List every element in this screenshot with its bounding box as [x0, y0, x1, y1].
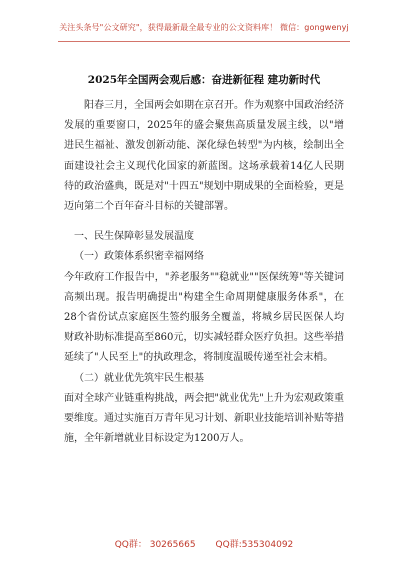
- section-heading: 一、民生保障彰显发展温度: [74, 231, 194, 243]
- subsection-paragraph: 面对全球产业链重构挑战，两会把"就业优先"上升为宏观政策重要维度。通过实施百万青年见习计划、新职业技能培训补贴等措施，全年新增就业目标设定为1200万人。: [64, 392, 344, 445]
- subsection-heading: （一）政策体系织密幸福网络: [74, 251, 204, 263]
- document-body: [64, 96, 344, 449]
- intro-paragraph: 阳春三月，全国两会如期在京召开。作为观察中国政治经济发展的重要窗口，2025年的盛会聚焦高质量发展主线，以"增进民生福祉、激发创新动能、深化绿色转型"为内核，绘制出全面建设社会主义现代化国家的新蓝图。这场承载着14亿人民期待的政治盛典，既是对"十四五"规划中期成果的全面检验，更是迈向第二个百年奋斗目标的关键部署。: [64, 100, 344, 213]
- subsection-heading: （二）就业优先筑牢民生根基: [74, 372, 204, 384]
- header-divider: [58, 41, 350, 42]
- promo-header: [0, 0, 408, 44]
- subsection-paragraph: 今年政府工作报告中，"养老服务""稳就业""医保统筹"等关键词高频出现。报告明确提出"构建全生命周期健康服务体系"，在28个省份试点家庭医生签约服务全覆盖，将城乡居民医保人均财政补助标准提高至860元，切实减轻群众医疗负担。这些举措延续了"人民至上"的执政理念，将制度温暖传递至社会末梢。: [64, 271, 344, 364]
- qq-group-1: QQ群： 30265665: [114, 540, 196, 550]
- promo-text: 关注头条号"公文研究"，获得最新最全最专业的公文资料库！ 微信：gongwenyj: [59, 23, 349, 32]
- contact-footer: [0, 537, 408, 550]
- qq-group-2: QQ群:535304092: [215, 540, 294, 550]
- document-title: 2025年全国两会观后感：奋进新征程 建功新时代: [87, 74, 321, 86]
